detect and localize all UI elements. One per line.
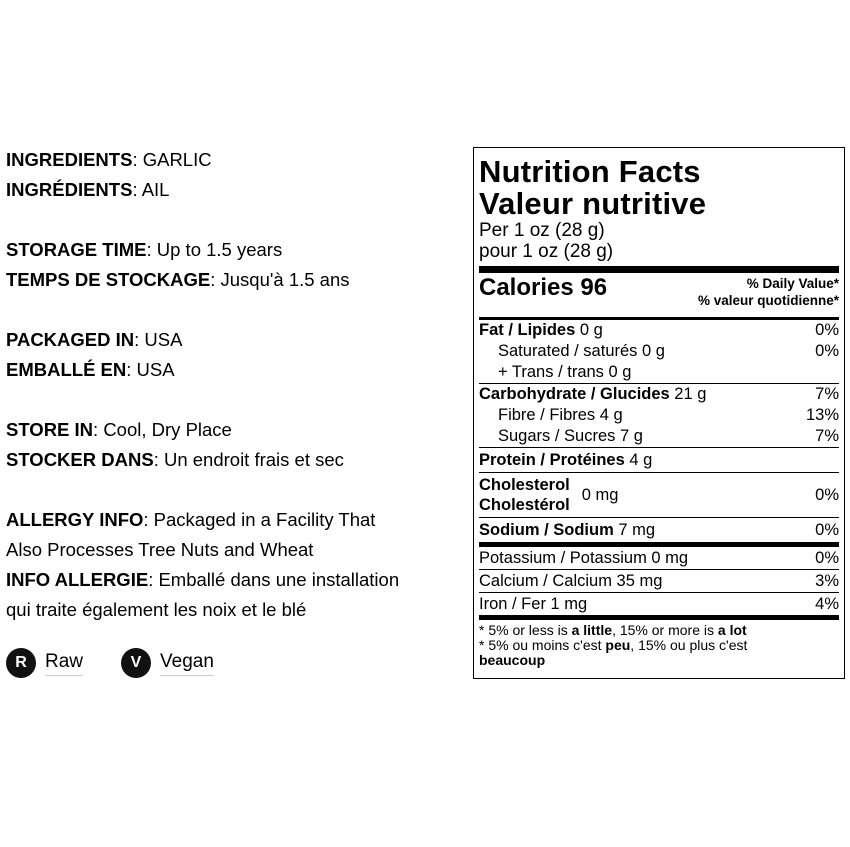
footnote-fr-2 <box>479 653 839 668</box>
storage-time-value: : Up to 1.5 years <box>146 239 283 260</box>
calcium-pct: 3% <box>815 571 839 590</box>
daily-value-header <box>698 275 839 309</box>
footnote-bold: a little <box>571 622 613 638</box>
cholesterol-row <box>479 473 839 517</box>
calcium-row <box>479 570 839 593</box>
vegan-label: Vegan <box>160 651 214 676</box>
allergy-fr-value-2: qui traite également les noix et le blé <box>6 599 307 620</box>
fat-amount: 0 g <box>575 321 603 339</box>
nutrition-title-fr: Valeur nutritive <box>479 186 707 221</box>
packaged-in-fr-value: : USA <box>126 359 175 380</box>
ingredients-line <box>6 145 466 175</box>
store-in-fr-value: : Un endroit frais et sec <box>153 449 344 470</box>
storage-time-fr-line <box>6 265 466 295</box>
ingredients-fr-value: : AIL <box>132 179 170 200</box>
footnote-text: , 15% or more is <box>612 622 718 638</box>
nutrition-facts-panel <box>473 147 845 679</box>
store-in-value: : Cool, Dry Place <box>93 419 232 440</box>
carbohydrate-row <box>479 384 839 405</box>
vegan-badge <box>121 648 214 678</box>
sodium-row <box>479 518 839 542</box>
footnote-text: * 5% ou moins c'est <box>479 637 606 653</box>
allergy-value-1: : Packaged in a Facility That <box>143 509 376 530</box>
carbohydrate-amount: 21 g <box>669 385 707 403</box>
footnote-en <box>479 623 839 638</box>
sodium-amount: 7 mg <box>613 520 656 539</box>
packaged-in-fr-label: EMBALLÉ EN <box>6 359 127 380</box>
saturated-pct: 0% <box>815 342 839 360</box>
packaged-in-line <box>6 325 466 355</box>
packaged-in-label: PACKAGED IN <box>6 329 135 350</box>
allergy-line-2 <box>6 535 466 565</box>
fat-pct: 0% <box>815 321 839 339</box>
ingredients-value: : GARLIC <box>132 149 212 170</box>
footnote-bold: beaucoup <box>479 652 546 668</box>
trans-row <box>479 362 839 383</box>
allergy-fr-label: INFO ALLERGIE <box>6 569 149 590</box>
iron-pct: 4% <box>815 594 839 613</box>
ingredients-fr-label: INGRÉDIENTS <box>6 179 133 200</box>
ingredients-label: INGREDIENTS <box>6 149 133 170</box>
sugars-row <box>479 426 839 447</box>
daily-value-fr: % valeur quotidienne* <box>697 293 839 308</box>
vegan-icon: V <box>121 648 151 678</box>
footnote-text: , 15% ou plus c'est <box>630 637 748 653</box>
carbohydrate-pct: 7% <box>815 385 839 403</box>
serving-size-en: Per 1 oz (28 g) <box>479 220 605 241</box>
cholesterol-amount: 0 mg <box>581 485 619 504</box>
store-in-fr-label: STOCKER DANS <box>6 449 154 470</box>
serving-size-fr: pour 1 oz (28 g) <box>479 241 614 262</box>
fat-label: Fat / Lipides <box>479 321 576 339</box>
product-info <box>6 145 466 625</box>
calcium-label: Calcium / Calcium 35 mg <box>479 571 663 590</box>
footnote-text: * 5% or less is <box>479 622 572 638</box>
storage-time-fr-value: : Jusqu'à 1.5 ans <box>210 269 350 290</box>
fibre-label: Fibre / Fibres 4 g <box>498 406 623 424</box>
calories-row <box>479 273 839 317</box>
potassium-pct: 0% <box>815 548 839 567</box>
minerals-section <box>479 547 839 615</box>
footnote-bold: peu <box>605 637 631 653</box>
daily-value-en: % Daily Value* <box>746 276 839 291</box>
allergy-fr-line-2 <box>6 595 466 625</box>
raw-badge <box>6 648 83 678</box>
footnote-bold: a lot <box>717 622 747 638</box>
iron-row <box>479 593 839 615</box>
allergy-fr-line-1 <box>6 565 466 595</box>
nutrition-title-en: Nutrition Facts <box>479 154 701 189</box>
packaged-in-fr-line <box>6 355 466 385</box>
potassium-label: Potassium / Potassium 0 mg <box>479 548 689 567</box>
thick-divider <box>479 266 839 273</box>
cholesterol-label-fr: Cholestérol <box>479 496 570 514</box>
allergy-label: ALLERGY INFO <box>6 509 144 530</box>
store-in-line <box>6 415 466 445</box>
allergy-value-2: Also Processes Tree Nuts and Wheat <box>6 539 314 560</box>
protein-label: Protein / Protéines <box>479 450 625 469</box>
saturated-row <box>479 341 839 362</box>
sodium-pct: 0% <box>815 520 839 539</box>
packaged-in-value: : USA <box>134 329 183 350</box>
raw-label: Raw <box>45 651 83 676</box>
storage-time-label: STORAGE TIME <box>6 239 147 260</box>
footnote-fr <box>479 638 839 653</box>
cholesterol-pct: 0% <box>815 485 839 504</box>
fibre-pct: 13% <box>805 406 839 424</box>
protein-row <box>479 448 839 472</box>
calories-label: Calories 96 <box>479 274 608 301</box>
potassium-row <box>479 547 839 570</box>
storage-time-fr-label: TEMPS DE STOCKAGE <box>6 269 211 290</box>
diet-badges <box>6 648 252 678</box>
allergy-line-1 <box>6 505 466 535</box>
fat-row <box>479 320 839 341</box>
allergy-fr-value-1: : Emballé dans une installation <box>148 569 400 590</box>
raw-icon: R <box>6 648 36 678</box>
sugars-label: Sugars / Sucres 7 g <box>498 427 643 445</box>
sugars-pct: 7% <box>815 427 839 445</box>
protein-amount: 4 g <box>624 450 653 469</box>
cholesterol-label-en: Cholesterol <box>479 476 570 494</box>
iron-label: Iron / Fer 1 mg <box>479 594 588 613</box>
trans-label: + Trans / trans 0 g <box>498 363 632 381</box>
sodium-label: Sodium / Sodium <box>479 520 614 539</box>
ingredients-fr-line <box>6 175 466 205</box>
saturated-label: Saturated / saturés 0 g <box>498 342 665 360</box>
storage-time-line <box>6 235 466 265</box>
store-in-fr-line <box>6 445 466 475</box>
store-in-label: STORE IN <box>6 419 94 440</box>
fibre-row <box>479 405 839 426</box>
footnote <box>479 620 839 668</box>
carbohydrate-label: Carbohydrate / Glucides <box>479 385 670 403</box>
